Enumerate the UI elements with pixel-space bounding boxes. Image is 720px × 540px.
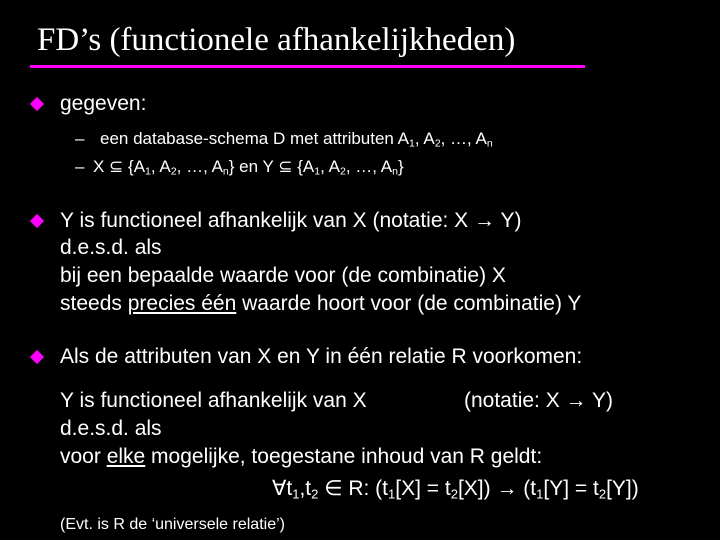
slide-title: FD’s (functionele afhankelijkheden) [37,22,516,58]
bullet-diamond-icon [30,350,44,364]
bullet-given: gegeven: [60,92,147,115]
relation-line4: voor elke mogelijke, toegestane inhoud van R geldt: [60,445,543,468]
relation-line2b: (notatie: X → Y) [464,389,614,412]
fd-definition-line2: d.e.s.d. als [60,236,162,259]
relation-line2a: Y is functioneel afhankelijk van X [60,389,367,412]
fd-definition-line4: steeds precies één waarde hoort voor (de combinatie) Y [60,292,582,315]
fd-formula: $\forall t_1,t_2$ ∈ R: $(t_1[X] = t_2[X]) \to (t_1[Y] = t_2[Y])$ [272,477,639,502]
relation-line3: d.e.s.d. als [60,417,162,440]
fd-definition-line1: Y is functioneel afhankelijk van X (notatie: X → Y) [60,209,522,232]
dash-marker: – [75,129,85,148]
bullet-diamond-icon [30,97,44,111]
footnote: (Evt. is R de ‘universele relatie’) [60,516,285,533]
sub-item-subsets: X ⊆ {$A_1$, $A_2$, …, $A_n$} en Y ⊆ {$A_1$, $A_2$, …, $A_n$} [93,157,404,178]
bullet-diamond-icon [30,214,44,228]
sub-item-schema: een database-schema D met attributen $A_1$, $A_2$, …, $A_n$ [100,129,493,150]
relation-line1: Als de attributen van X en Y in één relatie R voorkomen: [60,345,583,368]
fd-definition-line3: bij een bepaalde waarde voor (de combinatie) X [60,264,506,287]
dash-marker: – [75,157,85,176]
title-underline [30,65,585,68]
